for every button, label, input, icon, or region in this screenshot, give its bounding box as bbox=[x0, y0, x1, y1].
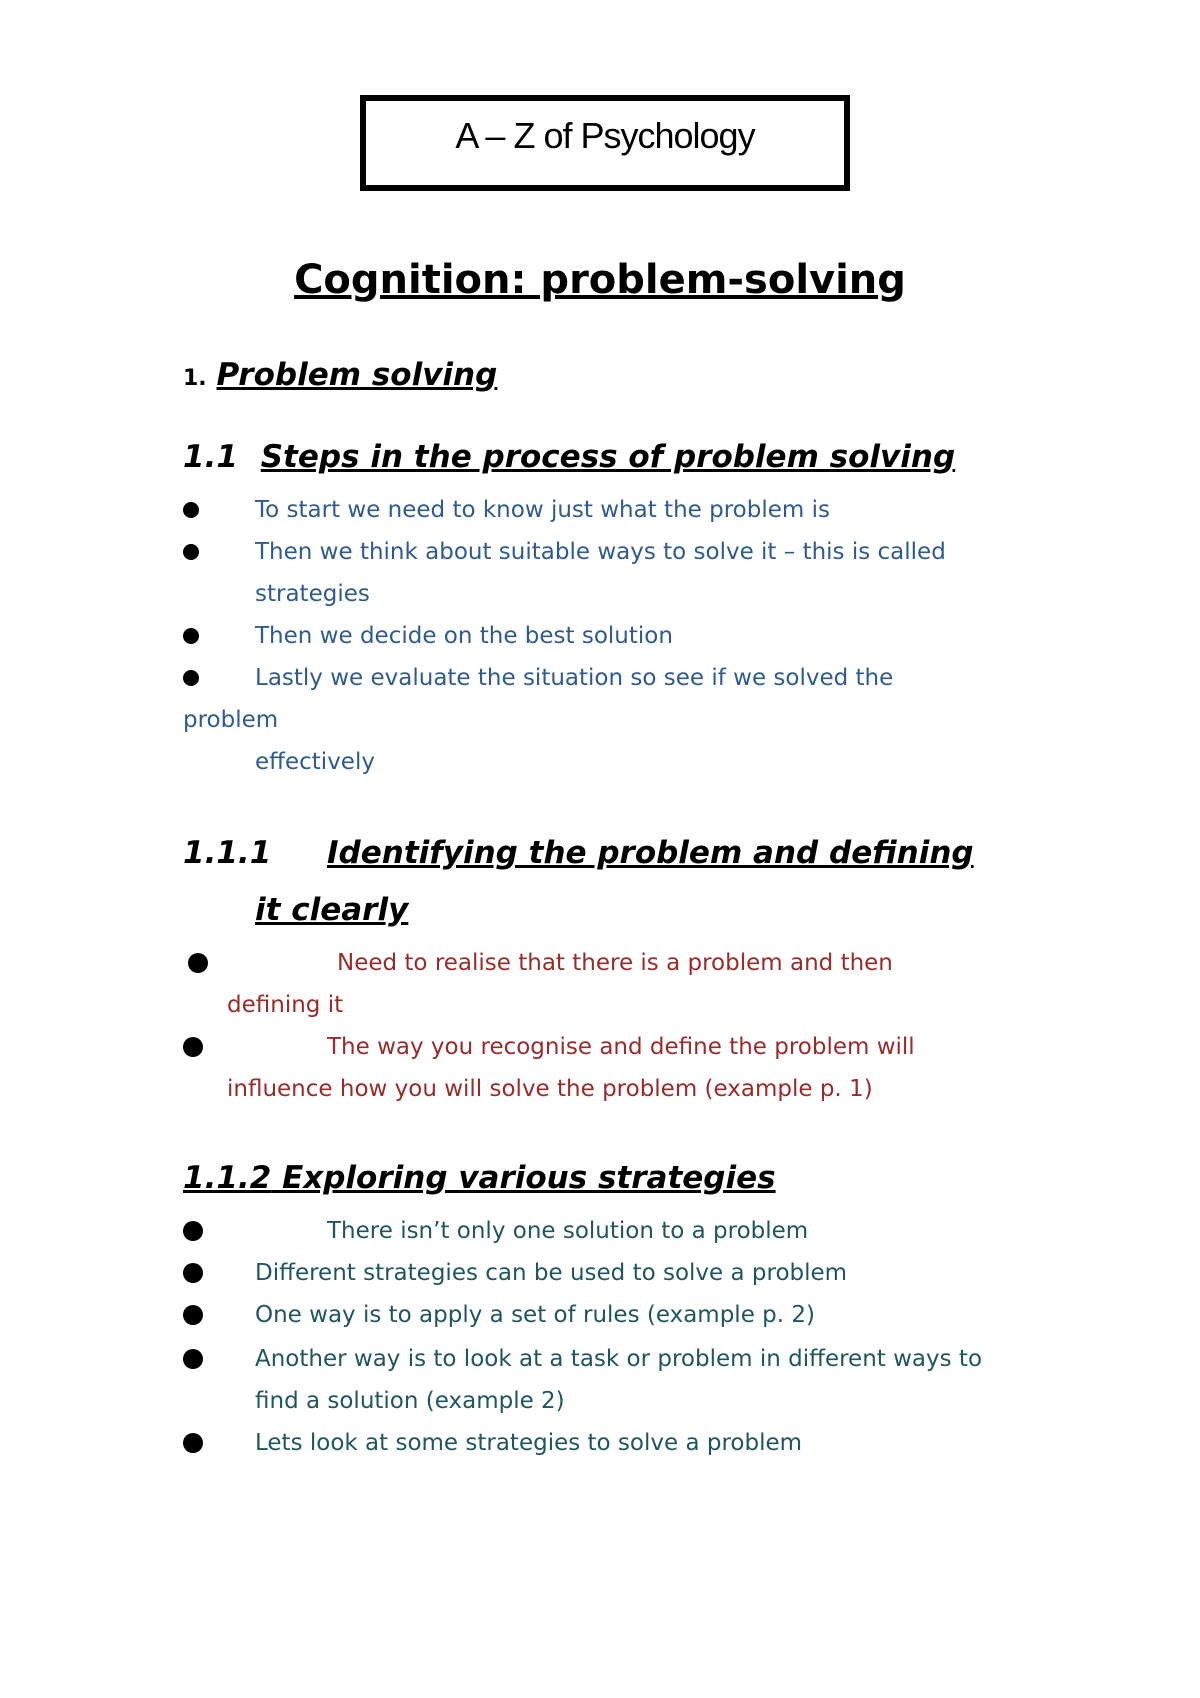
bullet-icon bbox=[183, 1263, 203, 1283]
box-title: A – Z of Psychology bbox=[455, 115, 755, 156]
list-item-continuation: strategies bbox=[255, 581, 370, 607]
list-item-continuation: find a solution (example 2) bbox=[255, 1388, 565, 1414]
section-1-1-1-number: 1.1.1 bbox=[183, 835, 272, 871]
list-item: To start we need to know just what the problem is bbox=[255, 497, 830, 523]
bullet-icon bbox=[183, 670, 199, 686]
bullet-icon bbox=[183, 1349, 203, 1369]
list-item: Lastly we evaluate the situation so see if we solved the bbox=[255, 665, 894, 691]
bullet-icon bbox=[183, 1433, 203, 1453]
list-item: Lets look at some strategies to solve a problem bbox=[255, 1430, 803, 1456]
list-item-continuation: effectively bbox=[255, 749, 375, 775]
list-item-continuation: influence how you will solve the problem (example p. 1) bbox=[227, 1076, 873, 1102]
bullet-icon bbox=[188, 953, 208, 973]
document-title: Cognition: problem-solving bbox=[294, 257, 906, 303]
list-item: Then we think about suitable ways to solve it – this is called bbox=[255, 539, 946, 565]
bullet-icon bbox=[183, 628, 199, 644]
section-1-heading bbox=[183, 355, 497, 399]
list-item: Then we decide on the best solution bbox=[255, 623, 673, 649]
list-item: Need to realise that there is a problem and then bbox=[337, 950, 893, 976]
list-item: Another way is to look at a task or problem in different ways to bbox=[255, 1346, 983, 1372]
list-item: Different strategies can be used to solve a problem bbox=[255, 1260, 848, 1286]
section-1-1-title: Steps in the process of problem solving bbox=[260, 439, 956, 475]
bullet-icon bbox=[183, 502, 199, 518]
list-item: One way is to apply a set of rules (example p. 2) bbox=[255, 1302, 815, 1328]
section-1-1-2-title: Exploring various strategies bbox=[282, 1160, 776, 1196]
bullet-icon bbox=[183, 544, 199, 560]
bullet-icon bbox=[183, 1305, 203, 1325]
list-item-continuation: problem bbox=[183, 707, 279, 733]
section-1-1-number: 1.1 bbox=[183, 439, 238, 475]
section-1-title: Problem solving bbox=[216, 357, 498, 393]
list-item-continuation: defining it bbox=[227, 992, 344, 1018]
section-1-number: 1. bbox=[183, 366, 207, 391]
section-1-1-1-title-line1: Identifying the problem and defining bbox=[327, 835, 974, 871]
section-1-1-heading bbox=[183, 437, 955, 477]
section-1-1-2-heading: 1.1.2 Exploring various strategies bbox=[183, 1160, 776, 1196]
bullet-icon bbox=[183, 1221, 203, 1241]
list-item: There isn’t only one solution to a problem bbox=[327, 1218, 809, 1244]
title-box bbox=[360, 95, 850, 191]
bullet-icon bbox=[183, 1037, 203, 1057]
section-1-1-1-title-line2: it clearly bbox=[255, 892, 409, 928]
list-item: The way you recognise and define the problem will bbox=[327, 1034, 915, 1060]
